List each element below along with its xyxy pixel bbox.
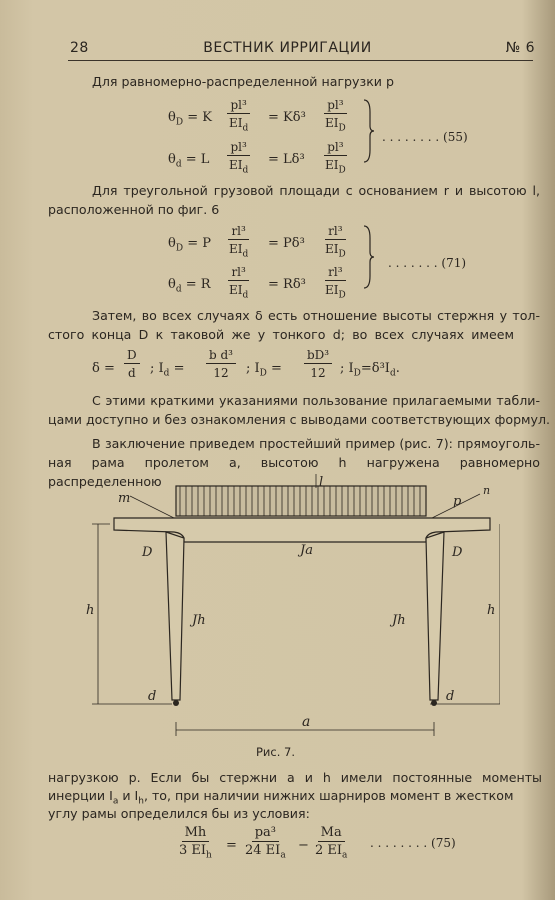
paragraph-uniform-load: Для равномерно-распределенной нагрузки p [92,74,394,89]
paragraph-delta-line1: Затем, во всех случаях δ есть отношение высоты стержня у тол- [92,308,540,323]
paragraph-moments-line3: углу рамы определился бы из условия: [48,806,310,821]
label-n: n [483,484,491,497]
paragraph-tables-line1: С этими краткими указаниями пользование прилагаемыми табли- [92,393,540,408]
frame-figure [80,472,500,742]
eq55-brace [362,98,376,164]
eq71-lhs2: $\theta_d = R$ [168,277,211,295]
eq55-number: . . . . . . . . (55) [382,130,468,144]
eq55-lhs2: $\theta_d = L$ [168,152,210,170]
eq55-lhs1: $\theta_D = K$ [168,110,212,128]
eq71-number: . . . . . . . (71) [388,256,467,270]
label-d-right: d [446,689,455,704]
label-D-right: D [452,545,463,560]
paragraph-moments-line2: инерции $I_a$ и $I_h$, то, при наличии нижних шарниров момент в жестком [48,788,514,807]
label-p: p [453,494,462,509]
paragraph-tables-line2: цами доступно и без ознакомления с выводами соответствующих формул. [48,412,551,427]
eq55-frac2: pl³ $EI_D$ [325,98,346,134]
eq55-frac1: pl³ $EI_d$ [229,98,249,134]
eq71-p2: = Pδ³ [268,236,305,251]
eq71-lhs1: $\theta_D = P$ [168,236,211,254]
eq75-minus: − [298,838,309,853]
eq75-frac2: pa³ 24 $EI_a$ [245,825,286,861]
eq71-r2: = Rδ³ [268,277,306,292]
page-number: 28 [70,40,89,56]
issue-number: № 6 [505,40,535,56]
eq75-frac1: Mh 3 $EI_h$ [179,825,212,861]
eq71-frac2: rl³ $EI_D$ [325,224,346,260]
label-D-left: D [142,545,153,560]
label-a: a [302,714,311,730]
paragraph-moments-line1: нагрузкою p. Если бы стержни a и h имели постоянные моменты [48,770,542,785]
distributed-load-block [176,486,426,516]
eq75-frac3: Ma 2 $EI_a$ [315,825,348,861]
label-Jh-left: Jh [192,613,206,628]
eq55-frac3: pl³ $EI_d$ [229,140,249,176]
eq71-frac3: rl³ $EI_d$ [229,265,249,301]
eq55-k2: = Kδ³ [268,110,306,125]
running-header [40,38,535,60]
eq71-brace [362,224,376,290]
label-m: m [118,491,131,506]
label-l: l [319,475,324,490]
inertia-tail: ; $I_D=\delta^3I_d$. [340,361,400,379]
figure-caption: Рис. 7. [256,745,296,759]
label-h-right: h [487,603,496,618]
inertia-frac-D-d: $\frac{D}{d}$ [124,348,140,380]
paragraph-example-line1: В заключение приведем простейший пример (рис. 7): прямоуголь- [92,436,540,451]
paragraph-triangular-line2: расположенной по фиг. 6 [48,202,220,217]
eq75-eq: = [226,838,237,853]
eq71-frac1: rl³ $EI_d$ [229,224,249,260]
paragraph-delta-line2: стого конца D к таковой же у тонкого d; во всех случаях имеем [48,327,514,342]
inertia-Id: ; $I_d$ = [150,361,185,379]
eq55-frac4: pl³ $EI_D$ [325,140,346,176]
inertia-frac-bD3: $\frac{\text{bD³}}{12}$ [304,348,332,380]
eq75-number: . . . . . . . . (75) [370,836,456,850]
label-Ja: Ja [300,543,313,558]
header-rule [68,60,533,61]
label-h-left: h [86,603,95,618]
eq55-l2: = Lδ³ [268,152,305,167]
paragraph-example-line2: ная рама пролетом a, высотою h нагружена равномерно распределенною [48,455,540,489]
journal-title: ВЕСТНИК ИРРИГАЦИИ [203,40,372,56]
paragraph-triangular-line1: Для треугольной грузовой площади с основанием r и высотою l, [92,183,540,198]
eq71-frac4: rl³ $EI_D$ [325,265,346,301]
inertia-delta: δ = [92,361,115,376]
inertia-ID: ; $I_D$ = [246,361,282,379]
inertia-frac-bd3: $\frac{\text{b d³}}{12}$ [206,348,236,380]
label-Jh-right: Jh [392,613,406,628]
label-d-left: d [148,689,157,704]
